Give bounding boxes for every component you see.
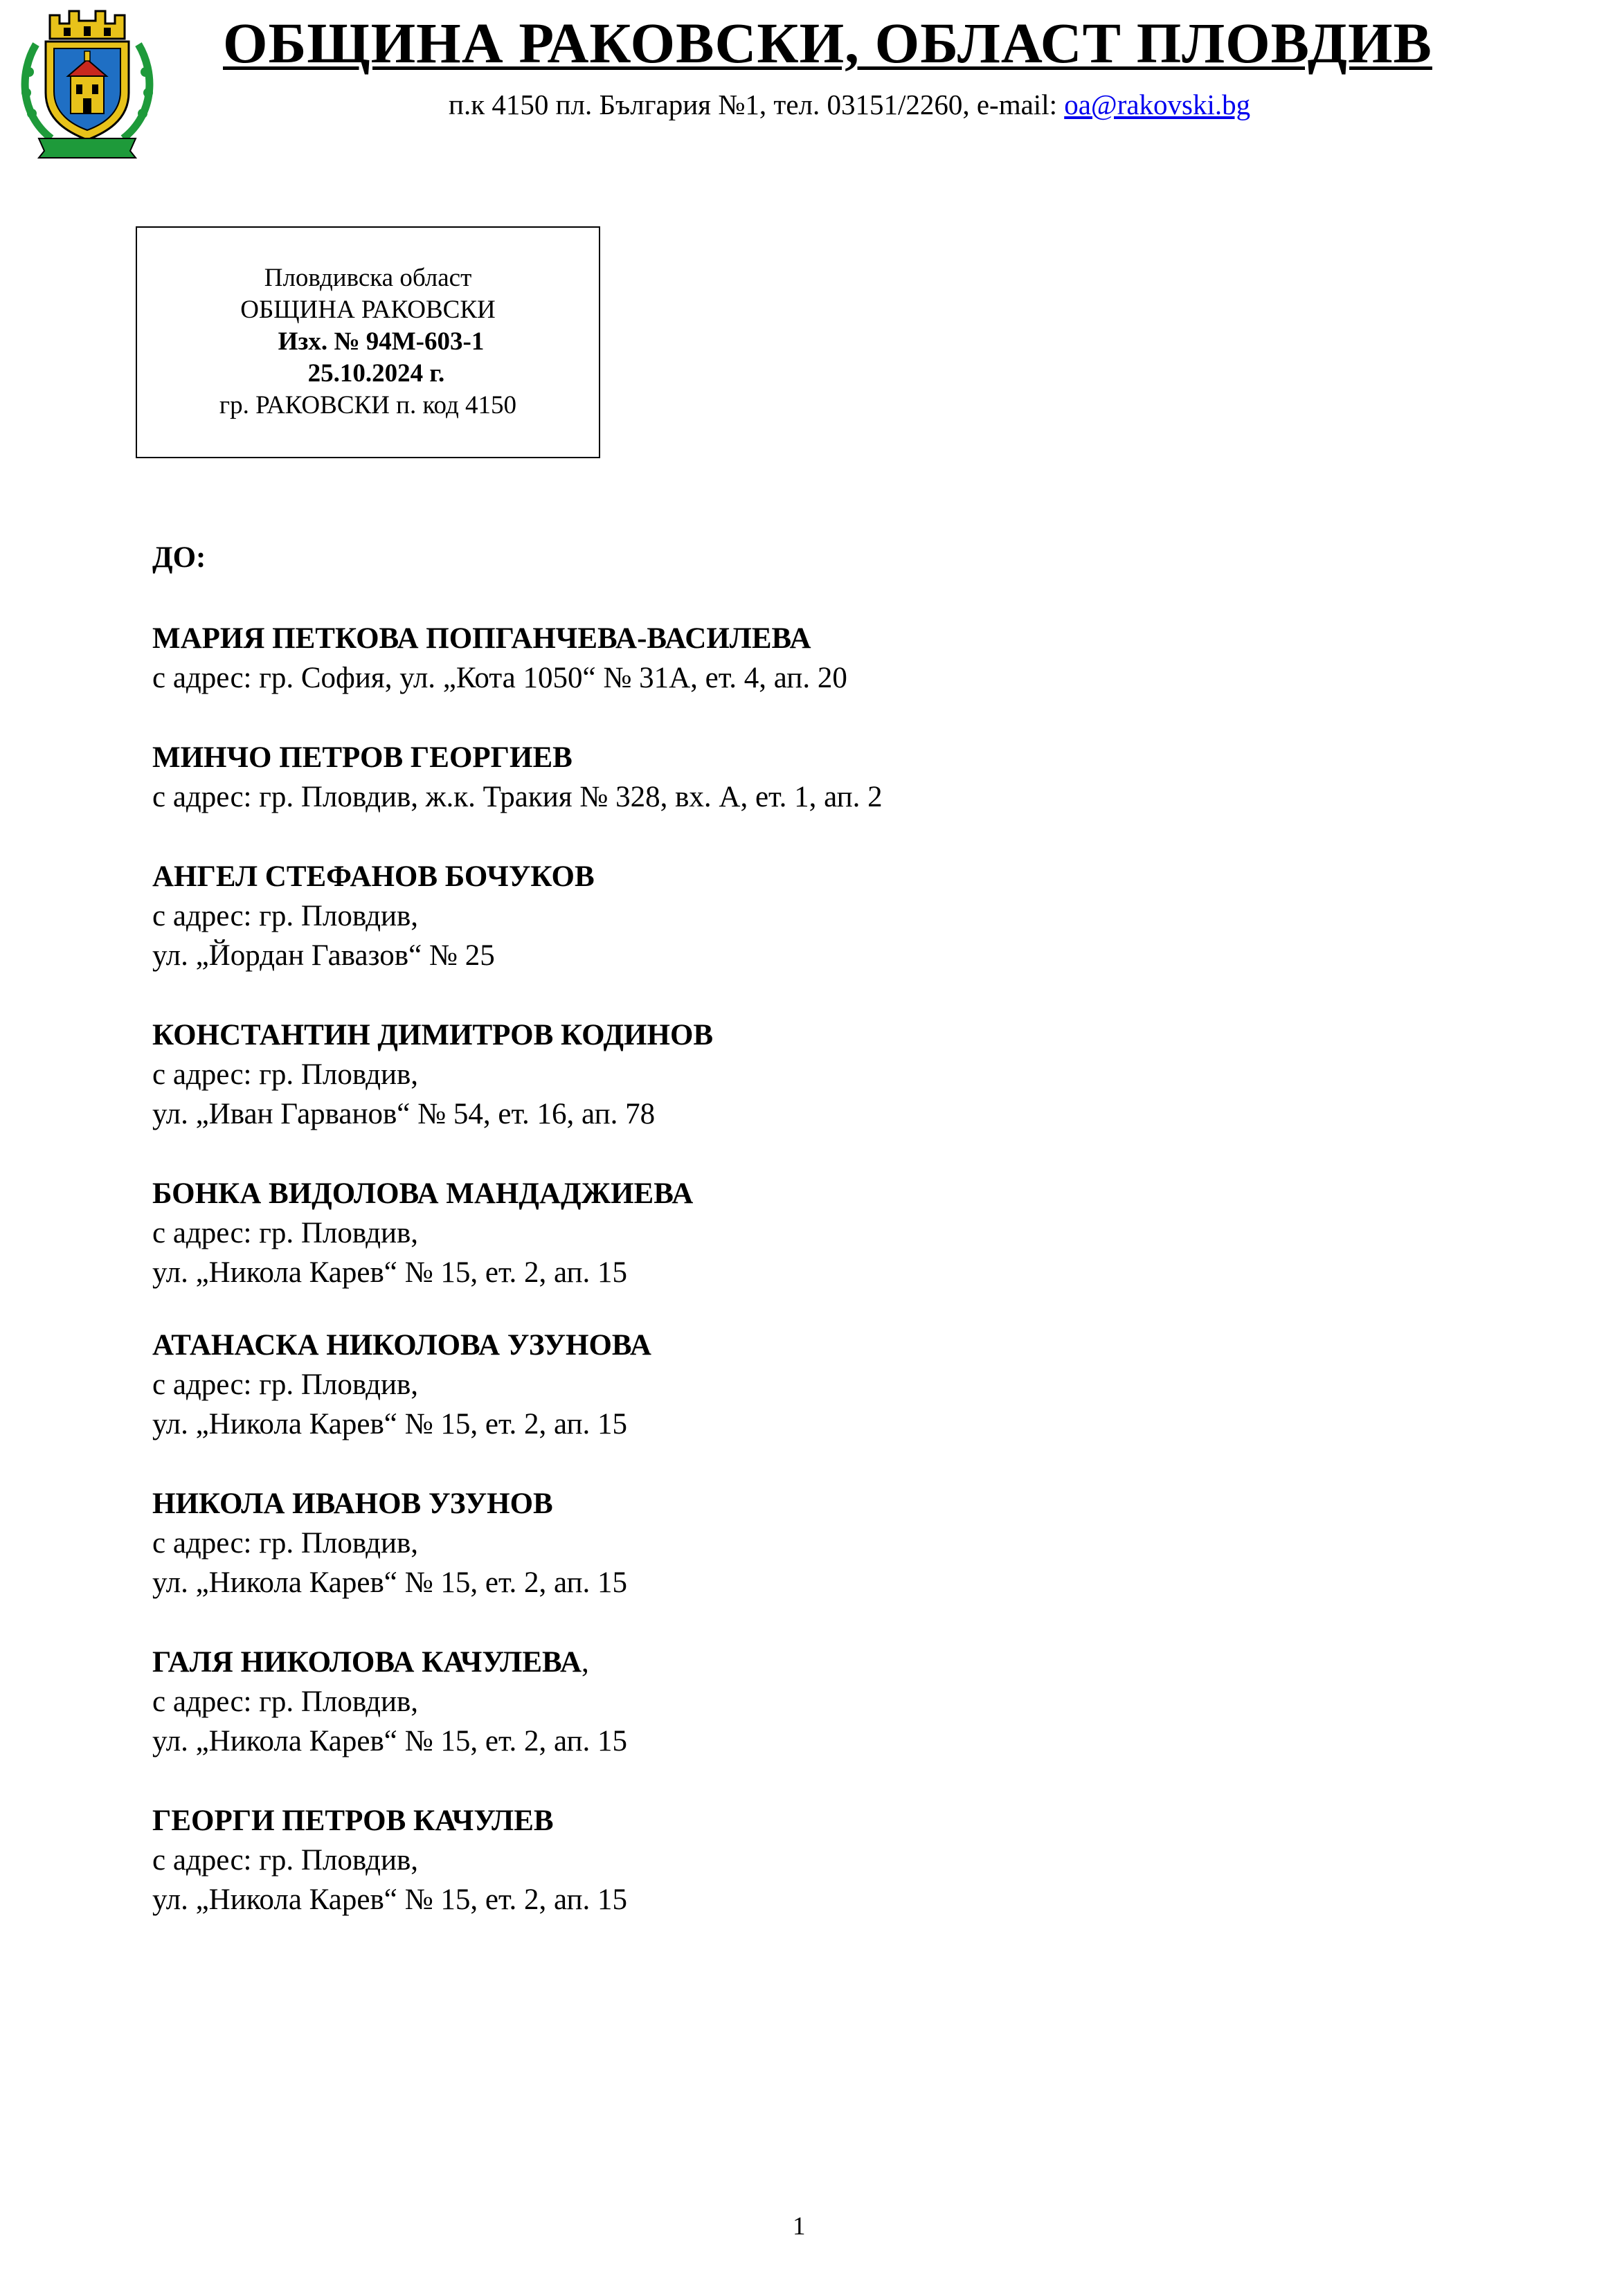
recipient-address-line: с адрес: гр. Пловдив, — [152, 1368, 419, 1401]
recipient-address-line: с адрес: гр. Пловдив, — [152, 1217, 419, 1249]
municipal-crest-icon — [15, 3, 159, 159]
recipient-address-line: с адрес: гр. София, ул. „Кота 1050“ № 31А, ет. 4, ап. 20 — [152, 662, 847, 694]
recipient-name: АНГЕЛ СТЕФАНОВ БОЧУКОВ — [152, 860, 595, 893]
recipient-address-line: с адрес: гр. Пловдив, — [152, 900, 419, 932]
recipient-name: ГЕОРГИ ПЕТРОВ КАЧУЛЕВ — [152, 1805, 554, 1837]
registry-municipality: ОБЩИНА РАКОВСКИ — [240, 296, 496, 324]
recipient-entry — [152, 1015, 1468, 1134]
recipient-entry — [152, 738, 1468, 817]
page-number: 1 — [793, 2212, 806, 2241]
recipient-address-line: ул. „Никола Карев“ № 15, ет. 2, ап. 15 — [152, 1725, 628, 1757]
recipient-entry — [152, 1801, 1468, 1919]
recipient-name-line — [152, 1643, 1468, 1682]
municipality-header-title: ОБЩИНА РАКОВСКИ, ОБЛАСТ ПЛОВДИВ — [223, 11, 1432, 75]
recipient-address-line: с адрес: гр. Пловдив, — [152, 1685, 419, 1718]
recipient-address-line: с адрес: гр. Пловдив, ж.к. Тракия № 328, вх. А, ет. 1, ап. 2 — [152, 781, 883, 813]
recipient-address-line: ул. „Никола Карев“ № 15, ет. 2, ап. 15 — [152, 1883, 628, 1916]
recipient-address-line: ул. „Йордан Гавазов“ № 25 — [152, 939, 495, 972]
recipient-address-line: ул. „Никола Карев“ № 15, ет. 2, ап. 15 — [152, 1566, 628, 1599]
recipient-entry — [152, 857, 1468, 975]
recipient-address-line: ул. „Никола Карев“ № 15, ет. 2, ап. 15 — [152, 1256, 628, 1289]
registry-date: 25.10.2024 г. — [307, 359, 445, 388]
recipient-name: АТАНАСКА НИКОЛОВА УЗУНОВА — [152, 1329, 651, 1362]
recipient-name: НИКОЛА ИВАНОВ УЗУНОВ — [152, 1488, 553, 1520]
recipient-entry — [152, 1484, 1468, 1602]
recipient-address-line: с адрес: гр. Пловдив, — [152, 1844, 419, 1877]
to-label: ДО: — [152, 541, 206, 574]
recipient-name: КОНСТАНТИН ДИМИТРОВ КОДИНОВ — [152, 1019, 714, 1051]
recipient-name: ГАЛЯ НИКОЛОВА КАЧУЛЕВА — [152, 1646, 582, 1679]
recipient-name: МАРИЯ ПЕТКОВА ПОПГАНЧЕВА-ВАСИЛЕВА — [152, 622, 811, 655]
recipient-address-line: с адрес: гр. Пловдив, — [152, 1527, 419, 1560]
recipient-name-suffix: , — [582, 1646, 589, 1679]
registry-stamp-box — [136, 226, 600, 458]
registry-city: гр. РАКОВСКИ п. код 4150 — [219, 391, 517, 419]
recipient-address-line: с адрес: гр. Пловдив, — [152, 1058, 419, 1091]
recipient-entry — [152, 1174, 1468, 1292]
email-link[interactable]: oa@rakovski.bg — [1064, 89, 1251, 120]
recipient-address-line: ул. „Иван Гарванов“ № 54, ет. 16, ап. 78 — [152, 1098, 656, 1130]
recipient-entry — [152, 619, 1468, 698]
header-contact-line — [449, 87, 1250, 122]
recipient-address-line: ул. „Никола Карев“ № 15, ет. 2, ап. 15 — [152, 1408, 628, 1440]
recipient-name: БОНКА ВИДОЛОВА МАНДАДЖИЕВА — [152, 1177, 694, 1210]
recipient-entry — [152, 1326, 1468, 1444]
registry-region: Пловдивска област — [264, 264, 472, 292]
registry-outgoing-number: Изх. № 94М-603-1 — [278, 327, 485, 356]
recipient-entry — [152, 1643, 1468, 1761]
recipient-name: МИНЧО ПЕТРОВ ГЕОРГИЕВ — [152, 741, 573, 774]
contact-details: п.к 4150 пл. България №1, тел. 03151/2260, e-mail: — [449, 89, 1065, 120]
